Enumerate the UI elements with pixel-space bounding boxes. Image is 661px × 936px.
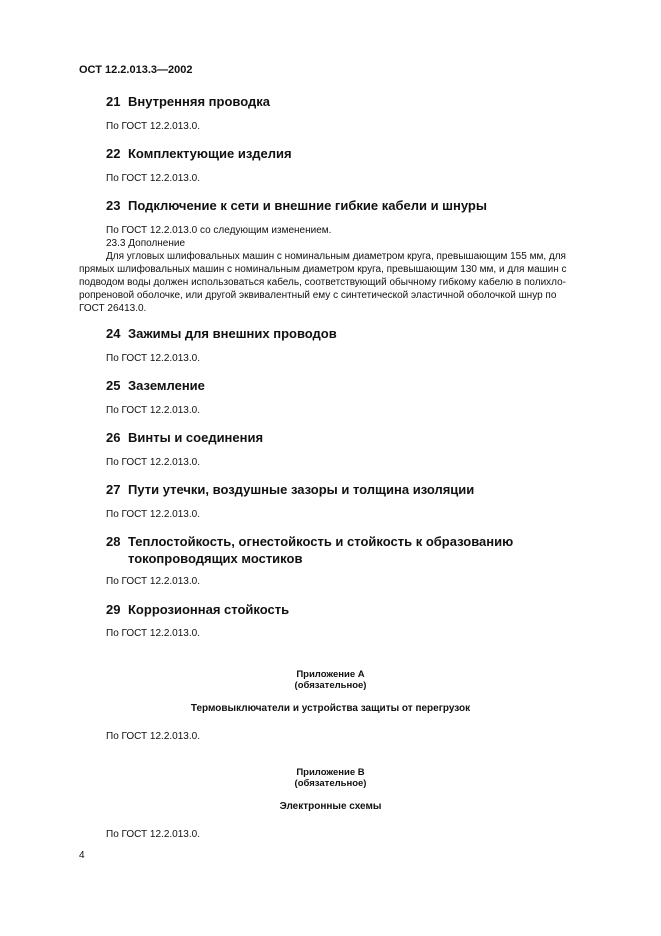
section-29-title: Коррозионная стойкость (128, 602, 290, 617)
section-23-3-line-5: ГОСТ 26413.0. (79, 303, 147, 314)
section-28-title: Теплостойкость, огнестойкость и стойкость к образованию (128, 534, 514, 549)
section-22-heading (106, 146, 292, 161)
section-29-number: 29 (106, 602, 121, 617)
appendix-a-title: Термовыключатели и устройства защиты от перегрузок (190, 703, 471, 714)
section-22-text: По ГОСТ 12.2.013.0. (106, 173, 200, 184)
section-23-3-line-1: Для угловых шлифовальных машин с номинальным диаметром круга, превышающим 155 мм, для (106, 251, 566, 262)
section-29-text: По ГОСТ 12.2.013.0. (106, 628, 200, 639)
section-24-heading (106, 326, 337, 341)
section-23-3-label: 23.3 Дополнение (106, 238, 186, 249)
section-23-3-line-2: прямых шлифовальных машин с номинальным диаметром круга, превышающим 130 мм, и для машин с (79, 264, 567, 275)
section-21-number: 21 (106, 94, 121, 109)
section-23-3-line-4: ропреновой оболочке, или другой эквивалентный ему с синтетической эластичной оболочкой шнур по (79, 290, 557, 301)
section-28-number: 28 (106, 534, 121, 549)
appendix-a-status: (обязательное) (294, 680, 367, 691)
section-22-number: 22 (106, 146, 121, 161)
section-23-heading (106, 198, 487, 213)
section-27-text: По ГОСТ 12.2.013.0. (106, 509, 200, 520)
section-22-title: Комплектующие изделия (128, 146, 292, 161)
section-24-title: Зажимы для внешних проводов (128, 326, 337, 341)
section-24-number: 24 (106, 326, 121, 341)
document-code: ОСТ 12.2.013.3—2002 (79, 64, 193, 76)
appendix-a-label: Приложение А (296, 669, 365, 680)
section-23-3-line-3: подводом воды должен использоваться кабель, соответствующий обычному гибкому кабелю в полихло- (79, 277, 567, 288)
section-21-text: По ГОСТ 12.2.013.0. (106, 121, 200, 132)
section-25-title: Заземление (128, 378, 205, 393)
section-26-heading (106, 430, 263, 445)
section-23-title: Подключение к сети и внешние гибкие кабели и шнуры (128, 198, 487, 213)
section-28-title-line-2: токопроводящих мостиков (128, 551, 303, 566)
section-26-number: 26 (106, 430, 121, 445)
section-21-title: Внутренняя проводка (128, 94, 270, 109)
section-25-text: По ГОСТ 12.2.013.0. (106, 405, 200, 416)
section-21-heading (106, 94, 270, 109)
section-26-text: По ГОСТ 12.2.013.0. (106, 457, 200, 468)
appendix-a-text: По ГОСТ 12.2.013.0. (106, 731, 200, 742)
section-29-heading (106, 602, 289, 617)
section-27-heading (106, 482, 474, 497)
section-23-text: По ГОСТ 12.2.013.0 со следующим изменением. (106, 225, 332, 236)
section-24-text: По ГОСТ 12.2.013.0. (106, 353, 200, 364)
section-25-number: 25 (106, 378, 121, 393)
appendix-b-status: (обязательное) (294, 778, 367, 789)
section-26-title: Винты и соединения (128, 430, 264, 445)
section-28-heading (106, 534, 513, 549)
appendix-b-text: По ГОСТ 12.2.013.0. (106, 829, 200, 840)
section-28-text: По ГОСТ 12.2.013.0. (106, 576, 200, 587)
section-23-number: 23 (106, 198, 121, 213)
page-number: 4 (79, 850, 85, 861)
section-27-number: 27 (106, 482, 121, 497)
section-25-heading (106, 378, 205, 393)
section-27-title: Пути утечки, воздушные зазоры и толщина изоляции (128, 482, 475, 497)
appendix-b-label: Приложение В (296, 767, 365, 778)
appendix-b-title: Электронные схемы (279, 801, 382, 812)
